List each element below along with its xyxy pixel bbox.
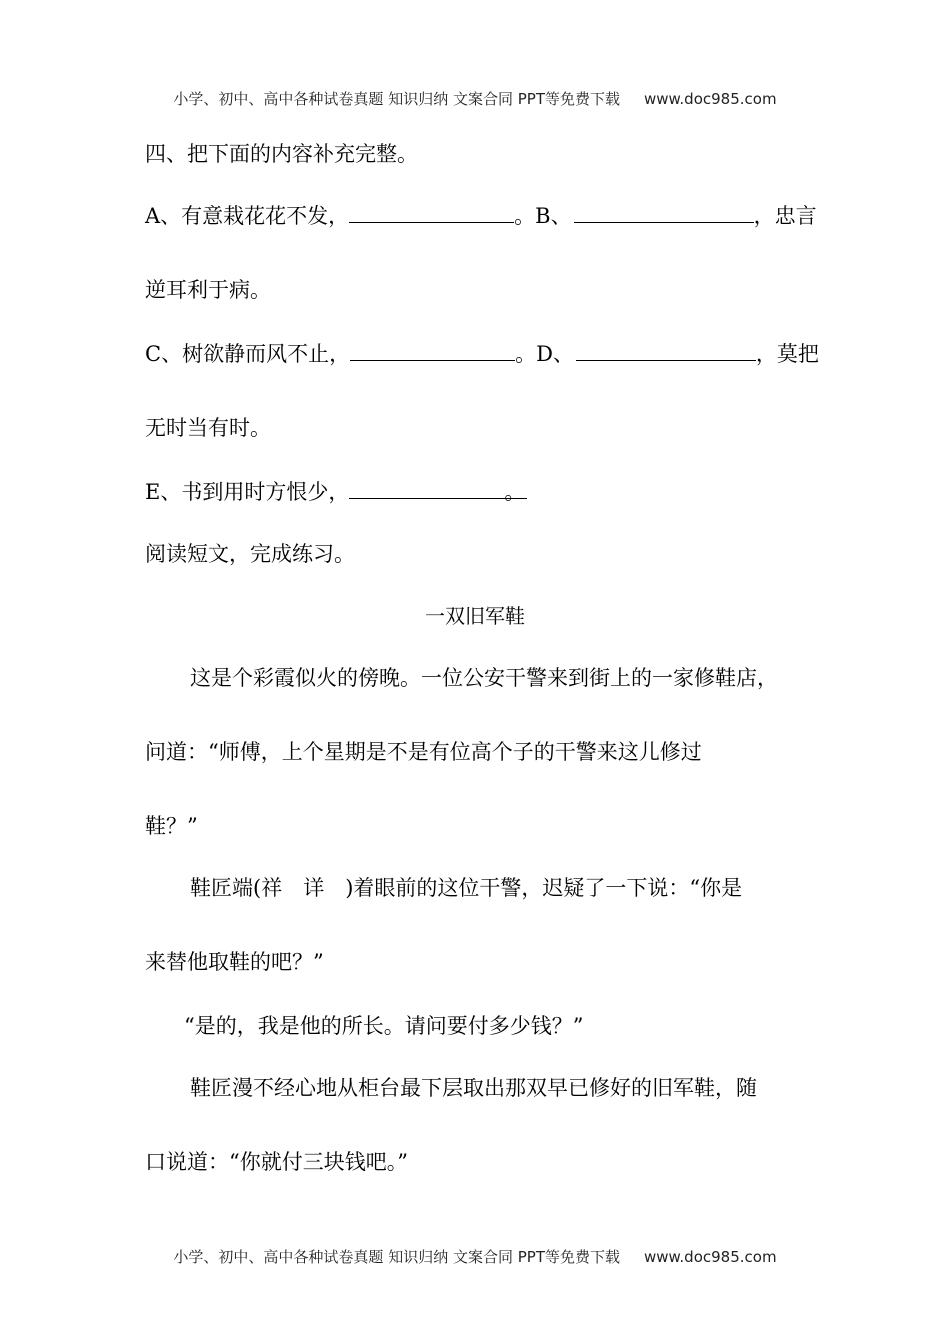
paragraph-1-line-3: 鞋？”	[145, 814, 198, 838]
paragraph-4-line-2: 口说道：“你就付三块钱吧。”	[145, 1150, 408, 1174]
page-header	[0, 88, 950, 109]
paragraph-4-line-1: 鞋匠漫不经心地从柜台最下层取出那双早已修好的旧军鞋，随	[190, 1076, 757, 1100]
blank-a[interactable]	[349, 200, 514, 223]
passage-title: 一双旧军鞋	[425, 604, 525, 628]
item-a-end: 。B、	[514, 204, 572, 228]
blank-b[interactable]	[574, 200, 754, 223]
header-text: 小学、初中、高中各种试卷真题 知识归纳 文案合同 PPT等免费下载	[173, 90, 620, 108]
fill-line-e	[145, 476, 527, 506]
fill-line-cd	[145, 338, 819, 368]
blank-d[interactable]	[576, 338, 756, 361]
blank-e[interactable]	[349, 476, 527, 504]
section-heading: 四、把下面的内容补充完整。	[145, 142, 418, 166]
item-d-continuation: 无时当有时。	[145, 416, 271, 440]
item-a-text: A、有意栽花花不发，	[145, 204, 350, 228]
fill-line-ab	[145, 200, 817, 230]
page-footer	[0, 1246, 950, 1267]
blank-c[interactable]	[350, 338, 515, 361]
item-d-end: ，莫把	[755, 342, 819, 366]
paragraph-3: “是的，我是他的所长。请问要付多少钱？”	[184, 1014, 584, 1038]
header-url: www.doc985.com	[643, 90, 777, 108]
footer-url: www.doc985.com	[643, 1248, 777, 1266]
item-c-text: C、树欲静而风不止，	[145, 342, 351, 366]
paragraph-2-line-2: 来替他取鞋的吧？”	[145, 950, 324, 974]
reading-instruction: 阅读短文，完成练习。	[145, 542, 355, 566]
item-e-end: 。	[504, 480, 526, 504]
footer-text: 小学、初中、高中各种试卷真题 知识归纳 文案合同 PPT等免费下载	[173, 1248, 620, 1266]
item-c-end: 。D、	[515, 342, 574, 366]
item-b-end: ，忠言	[753, 204, 817, 228]
paragraph-2-line-1: 鞋匠端(祥 详 )着眼前的这位干警，迟疑了一下说：“你是	[190, 876, 743, 900]
paragraph-1-line-2: 问道：“师傅，上个星期是不是有位高个子的干警来这儿修过	[145, 740, 702, 764]
item-b-continuation: 逆耳利于病。	[145, 278, 271, 302]
paragraph-1-line-1: 这是个彩霞似火的傍晚。一位公安干警来到街上的一家修鞋店，	[190, 666, 778, 690]
item-e-text: E、书到用时方恨少，	[145, 480, 350, 504]
